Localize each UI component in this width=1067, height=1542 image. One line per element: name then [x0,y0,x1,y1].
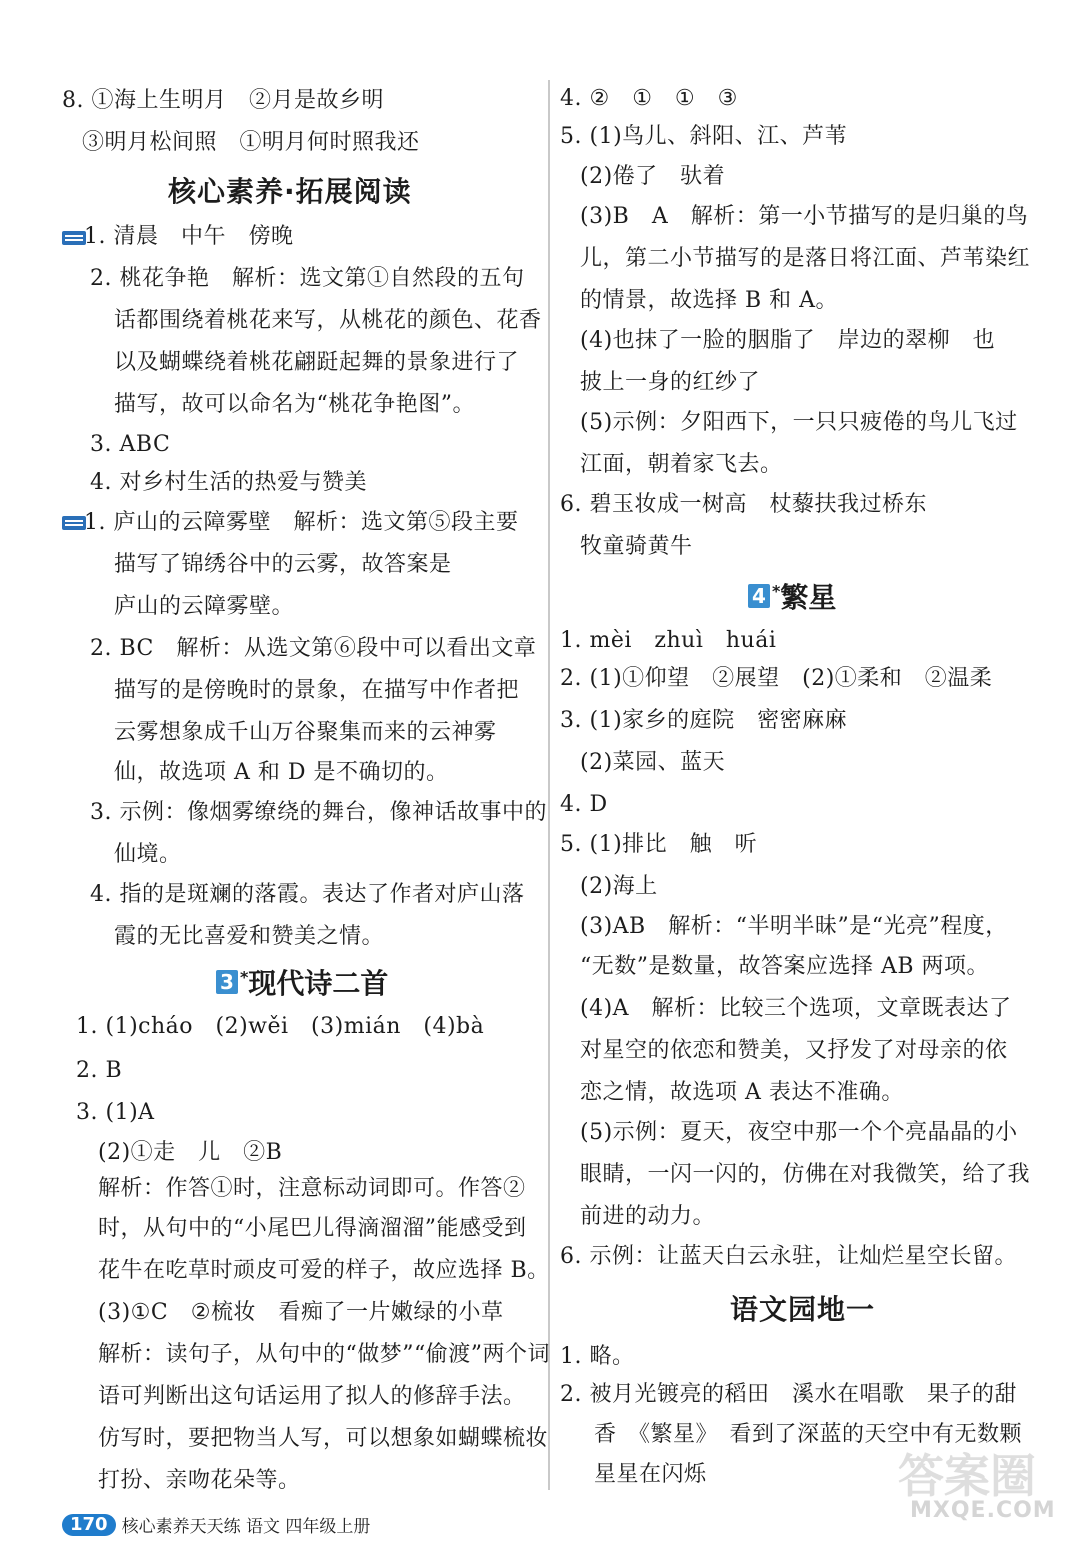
yw-answer-1: 1. 略。 [560,1344,635,1369]
r-answer-5-3-line1: (3)B A 解析：第一小节描写的是归巢的鸟 [580,204,1029,229]
r-answer-6-line1: 6. 碧玉妆成一树高 杖藜扶我过桥东 [560,492,927,517]
r-answer-5-1: 5. (1)鸟儿、斜阳、江、芦苇 [560,124,848,149]
lesson-3-number: 3 [216,970,238,994]
l3-answer-3-3: (3)①C ②梳妆 看痴了一片嫩绿的小草 [98,1300,504,1325]
r-answer-5-5-line2: 江面，朝着家飞去。 [580,452,783,477]
l4-answer-5-5-line2: 眼睛，一闪一闪的，仿佛在对我微笑，给了我 [580,1162,1031,1187]
l4-answer-1: 1. mèi zhuì huái [560,628,777,653]
r-answer-5-4-line2: 披上一身的红纱了 [580,370,761,395]
page-footer [62,1512,370,1542]
answer-8-line1: 8. ①海上生明月 ②月是故乡明 [62,88,384,113]
yw-answer-2-line2: 香 《繁星》 看到了深蓝的天空中有无数颗 [594,1422,1023,1447]
lesson-3-star: * [240,967,249,987]
l3-explain-line5: 语可判断出这句话运用了拟人的修辞手法。 [98,1384,526,1409]
l3-answer-2: 2. B [76,1058,123,1083]
l4-answer-3-1: 3. (1)家乡的庭院 密密麻麻 [560,708,848,733]
l3-answer-1: 1. (1)cháo (2)wěi (3)mián (4)bà [76,1014,485,1039]
r-answer-5-4-line1: (4)也抹了一脸的胭脂了 岸边的翠柳 也 [580,328,996,353]
l4-answer-2: 2. (1)①仰望 ②展望 (2)①柔和 ②温柔 [560,666,993,691]
book-title: 核心素养天天练 语文 四年级上册 [121,1517,371,1537]
lesson-4-title: 繁星 [780,581,837,614]
r-answer-5-3-line3: 的情景，故选择 B 和 A。 [580,288,839,313]
l4-answer-3-2: (2)菜园、蓝天 [580,750,726,775]
l4-answer-5-5-line3: 前进的动力。 [580,1204,716,1229]
l3-answer-3: 3. (1)A [76,1100,155,1125]
l4-answer-5-4-line3: 恋之情，故选项 A 表达不准确。 [580,1080,904,1105]
p1-answer-1: 1. 清晨 中午 傍晚 [84,224,294,249]
p2-answer-2-line1: 2. BC 解析：从选文第⑥段中可以看出文章 [90,636,537,661]
r-answer-5-3-line2: 儿，第二小节描写的是落日将江面、芦苇染红 [580,246,1031,271]
l4-answer-5-2: (2)海上 [580,874,658,899]
l3-explain-line4: 解析：读句子，从句中的“做梦”“偷渡”两个词 [98,1342,550,1367]
p1-answer-2-line2: 话都围绕着桃花来写，从桃花的颜色、花香 [114,308,542,333]
p2-answer-2-line2: 描写的是傍晚时的景象，在描写中作者把 [114,678,520,703]
l3-explain-line2: 时，从句中的“小尾巴儿得滴溜溜”能感受到 [98,1216,527,1241]
page-number: 170 [62,1514,116,1536]
yw-answer-2-line3: 星星在闪烁 [594,1462,707,1487]
p2-answer-3-line1: 3. 示例：像烟雾缭绕的舞台，像神话故事中的 [90,800,547,825]
watermark-text: 答案圈 [898,1449,1036,1503]
r-answer-5-2: (2)倦了 驮着 [580,164,726,189]
section-title: 核心素养·拓展阅读 [168,175,412,208]
p2-answer-4-line2: 霞的无比喜爱和赞美之情。 [114,924,385,949]
p2-answer-2-line3: 云雾想象成千山万谷聚集而来的云神雾 [114,720,497,745]
l3-explain-line6: 仿写时，要把物当人写，可以想象如蝴蝶梳妆 [98,1426,549,1451]
p1-answer-2-line1: 2. 桃花争艳 解析：选文第①自然段的五句 [90,266,525,291]
r-answer-5-5-line1: (5)示例：夕阳西下，一只只疲倦的鸟儿飞过 [580,410,1018,435]
passage-1-icon [62,231,86,245]
yw-answer-2-line1: 2. 被月光镀亮的稻田 溪水在唱歌 果子的甜 [560,1382,1017,1407]
lesson-4-number: 4 [748,584,770,608]
answer-8-line2: ③明月松间照 ①明月何时照我还 [82,130,420,155]
p1-answer-4: 4. 对乡村生活的热爱与赞美 [90,470,367,495]
l4-answer-5-3-line1: (3)AB 解析：“半明半昧”是“光亮”程度， [580,914,1008,939]
l3-explain-line7: 打扮、亲吻花朵等。 [98,1468,301,1493]
l4-answer-5-4-line1: (4)A 解析：比较三个选项，文章既表达了 [580,996,1012,1021]
p2-answer-4-line1: 4. 指的是斑斓的落霞。表达了作者对庐山落 [90,882,525,907]
l3-explain-line3: 花牛在吃草时顽皮可爱的样子，故应选择 B。 [98,1258,550,1283]
watermark-url: MXQE.COM [910,1498,1056,1523]
p2-answer-1-line3: 庐山的云障雾壁。 [114,594,295,619]
p2-answer-1-line2: 描写了锦绣谷中的云雾，故答案是 [114,552,452,577]
p1-answer-2-line3: 以及蝴蝶绕着桃花翩跹起舞的景象进行了 [114,350,520,375]
r-answer-6-line2: 牧童骑黄牛 [580,534,693,559]
l4-answer-5-1: 5. (1)排比 触 听 [560,832,758,857]
lesson-4-heading [748,576,836,616]
p2-answer-1-line1: 1. 庐山的云障雾壁 解析：选文第⑤段主要 [84,510,519,535]
p2-answer-2-line4: 仙，故选项 A 和 D 是不确切的。 [114,760,449,785]
p2-answer-3-line2: 仙境。 [114,842,182,867]
lesson-3-title: 现代诗二首 [248,967,389,1000]
lesson-3-heading [216,962,388,1002]
l4-answer-5-5-line1: (5)示例：夏天，夜空中那一个个亮晶晶的小 [580,1120,1018,1145]
passage-2-icon [62,516,86,530]
l4-answer-5-4-line2: 对星空的依恋和赞美，又抒发了对母亲的依 [580,1038,1008,1063]
l3-answer-3-2: (2)①走 儿 ②B [98,1140,283,1165]
l4-answer-5-3-line2: “无数”是数量，故答案应选择 AB 两项。 [580,954,990,979]
watermark-logo [880,1440,1055,1530]
p1-answer-2-line4: 描写，故可以命名为“桃花争艳图”。 [114,392,475,417]
l3-explain-line1: 解析：作答①时，注意标动词即可。作答② [98,1176,526,1201]
yuwen-yuandi-title: 语文园地一 [730,1293,876,1326]
r-answer-4: 4. ② ① ① ③ [560,86,738,111]
p1-answer-3: 3. ABC [90,432,171,457]
lesson-4-star: * [772,581,781,601]
l4-answer-6: 6. 示例：让蓝天白云永驻，让灿烂星空长留。 [560,1244,1017,1269]
l4-answer-4: 4. D [560,792,608,817]
